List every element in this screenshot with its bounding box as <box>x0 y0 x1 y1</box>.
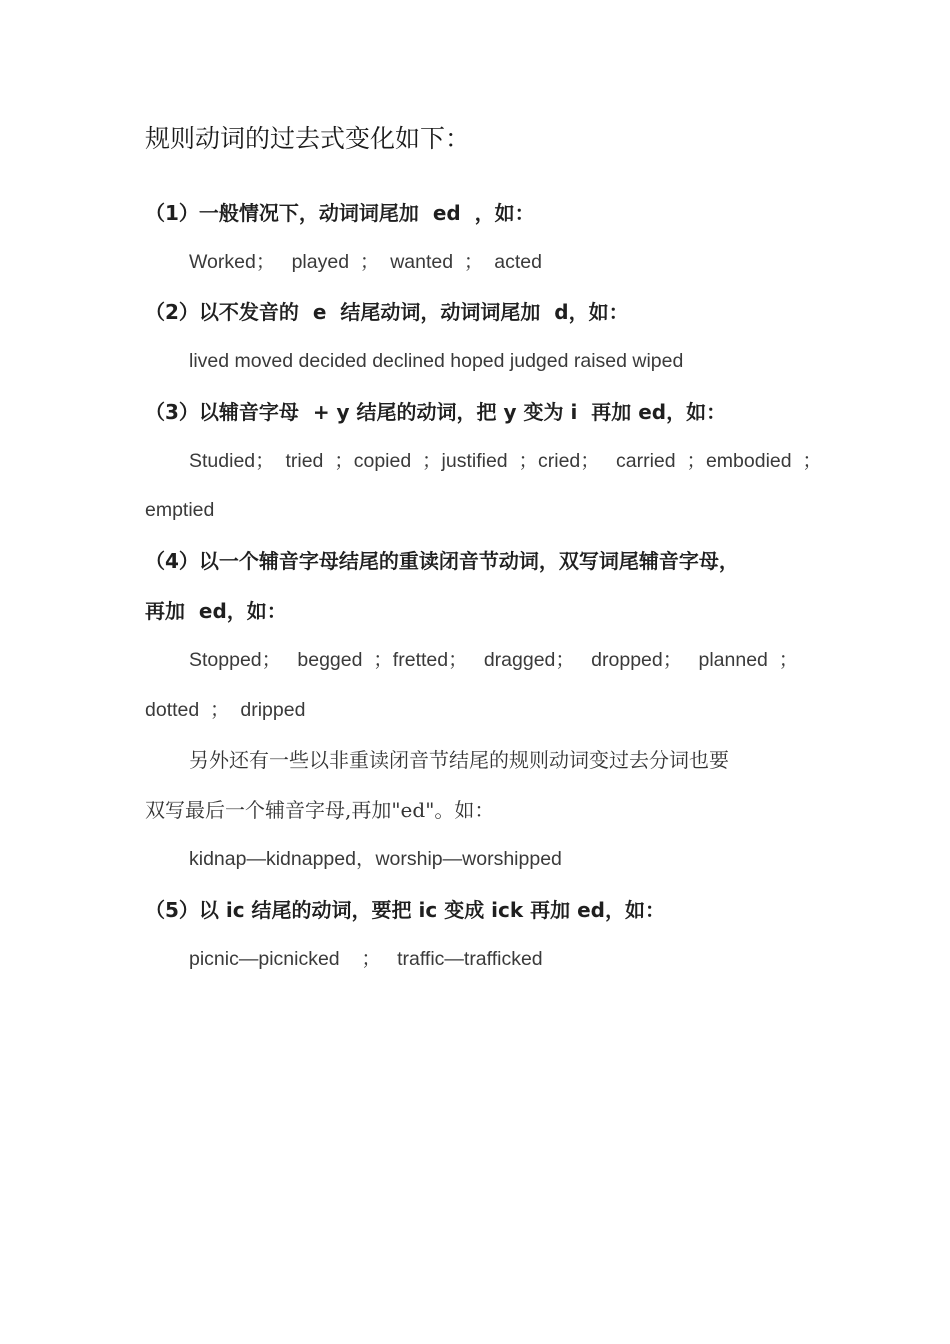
rule-3-examples: Studied； tried ；copied ；justified ；cried； carried ；embodied ； <box>189 450 822 472</box>
rule-2-examples: lived moved decided declined hoped judged raised wiped <box>189 350 684 372</box>
rule-4-heading: （4）以一个辅音字母结尾的重读闭音节动词，双写词尾辅音字母， <box>145 549 739 573</box>
rule-1-heading: （1）一般情况下，动词词尾加 ed ，如： <box>145 201 535 225</box>
page-title: 规则动词的过去式变化如下： <box>145 124 471 153</box>
rule-2-heading: （2）以不发音的 e 结尾动词，动词词尾加 d，如： <box>145 300 629 324</box>
rule-4-note: 另外还有一些以非重读闭音节结尾的规则动词变过去分词也要 <box>189 748 729 772</box>
rule-1-examples: Worked； played ； wanted ； acted <box>189 251 542 273</box>
rule-5-examples: picnic—picnicked ； traffic—trafficked <box>189 948 543 970</box>
rule-3-heading: （3）以辅音字母 + y 结尾的动词，把 y 变为 i 再加 ed，如： <box>145 400 727 424</box>
rule-4-examples: Stopped； begged ；fretted； dragged； dropped； planned ； <box>189 649 799 671</box>
rule-4-heading-cont: 再加 ed，如： <box>145 599 287 623</box>
rule-3-examples-cont: emptied <box>145 499 215 521</box>
rule-4-note-example: kidnap—kidnapped，worship—worshipped <box>189 848 562 870</box>
rule-4-examples-cont: dotted ； dripped <box>145 699 306 721</box>
rule-4-note-cont: 双写最后一个辅音字母,再加"ed"。如： <box>145 798 495 822</box>
rule-5-heading: （5）以 ic 结尾的动词，要把 ic 变成 ick 再加 ed，如： <box>145 898 665 922</box>
